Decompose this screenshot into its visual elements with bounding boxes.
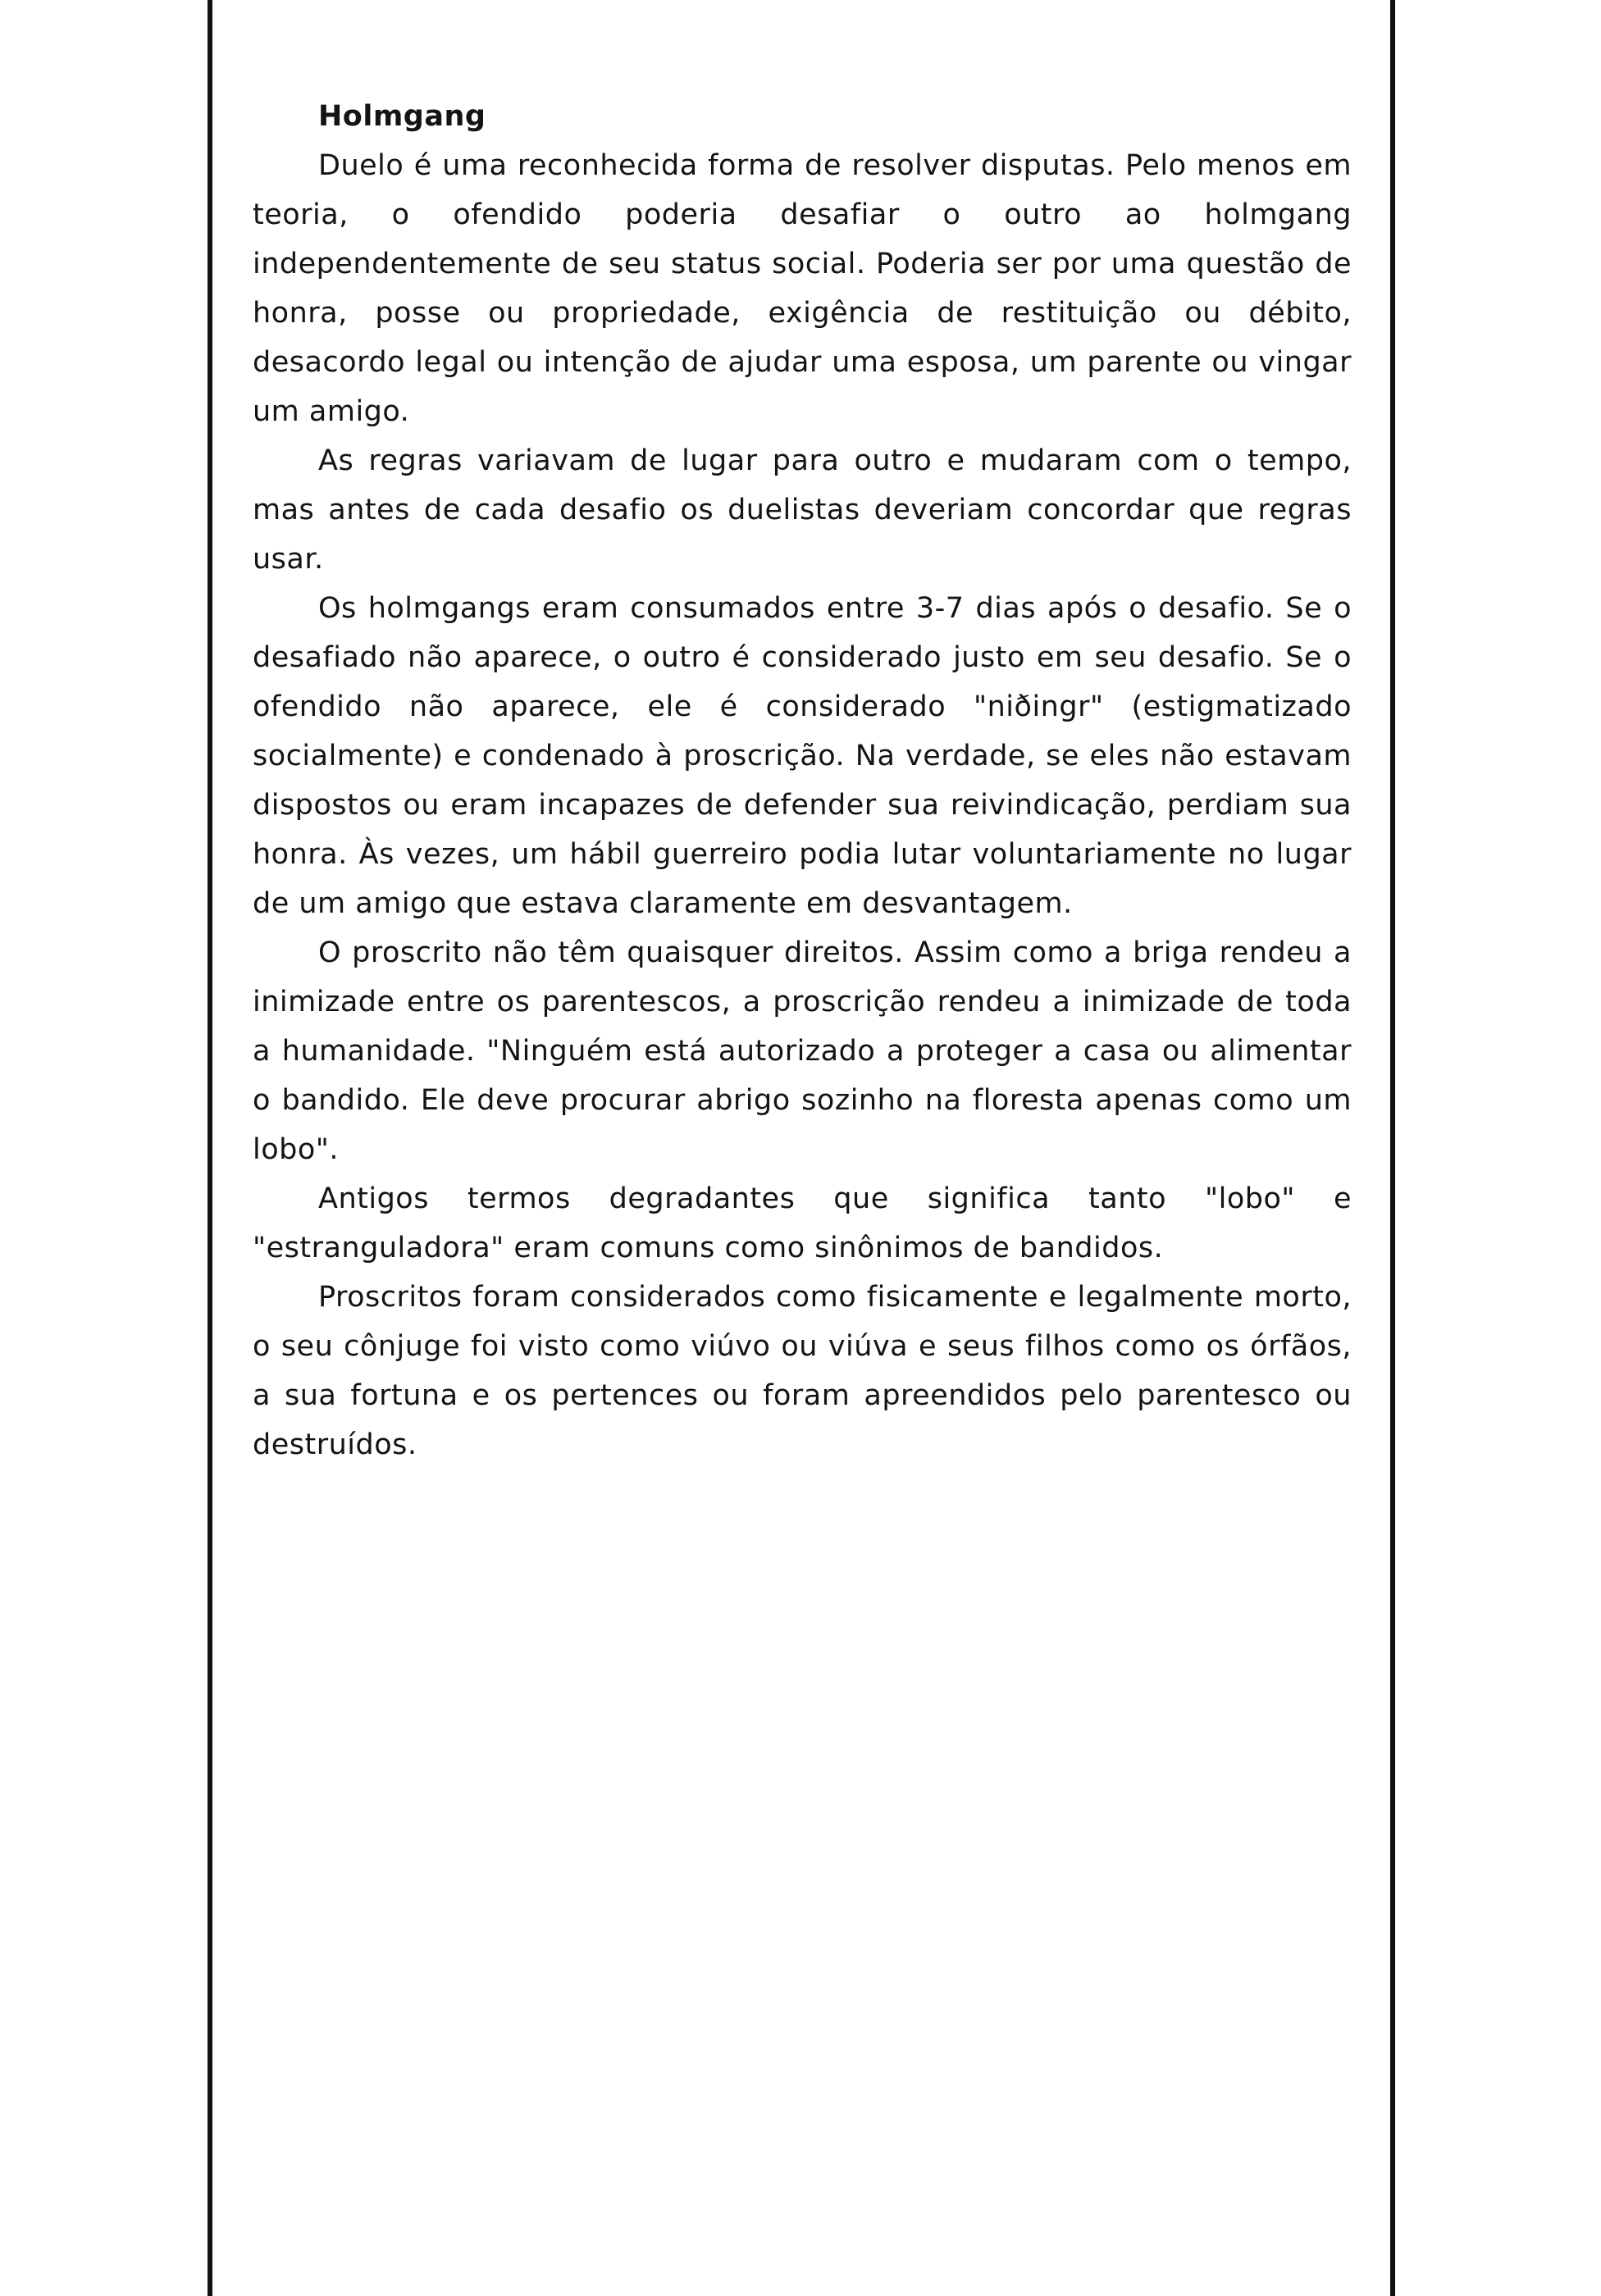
paragraph-6: Proscritos foram considerados como fisicamente e legalmente morto, o seu cônjuge foi visto como viúvo ou viúva e seus filhos como os órfãos, a sua fortuna e os pertences ou foram apreendidos pelo parentesco ou destruídos. xyxy=(253,1281,1352,1461)
paragraph-3: Os holmgangs eram consumados entre 3-7 dias após o desafio. Se o desafiado não aparece, o outro é considerado justo em seu desafio. Se o ofendido não aparece, ele é considerado "niðingr" (estigmatizado socialmente) e condenado à proscrição. Na verdade, se eles não estavam dispostos ou eram incapazes de defender sua reivindicação, perdiam sua honra. Às vezes, um hábil guerreiro podia lutar voluntariamente no lugar de um amigo que estava claramente em desvantagem. xyxy=(253,592,1352,920)
document-heading: Holmgang xyxy=(318,100,486,133)
paragraph-2: As regras variavam de lugar para outro e mudaram com o tempo, mas antes de cada desafio os duelistas deveriam concordar que regras usar. xyxy=(253,444,1352,576)
document-body xyxy=(253,92,1352,1469)
paragraph-5: Antigos termos degradantes que significa tanto "lobo" e "estranguladora" eram comuns como sinônimos de bandidos. xyxy=(253,1182,1352,1264)
paragraph-4: O proscrito não têm quaisquer direitos. Assim como a briga rendeu a inimizade entre os parentescos, a proscrição rendeu a inimizade de toda a humanidade. "Ninguém está autorizado a proteger a casa ou alimentar o bandido. Ele deve procurar abrigo sozinho na floresta apenas como um lobo". xyxy=(253,936,1352,1166)
paragraph-1: Duelo é uma reconhecida forma de resolver disputas. Pelo menos em teoria, o ofendido poderia desafiar o outro ao holmgang independentemente de seu status social. Poderia ser por uma questão de honra, posse ou propriedade, exigência de restituição ou débito, desacordo legal ou intenção de ajudar uma esposa, um parente ou vingar um amigo. xyxy=(253,149,1352,428)
